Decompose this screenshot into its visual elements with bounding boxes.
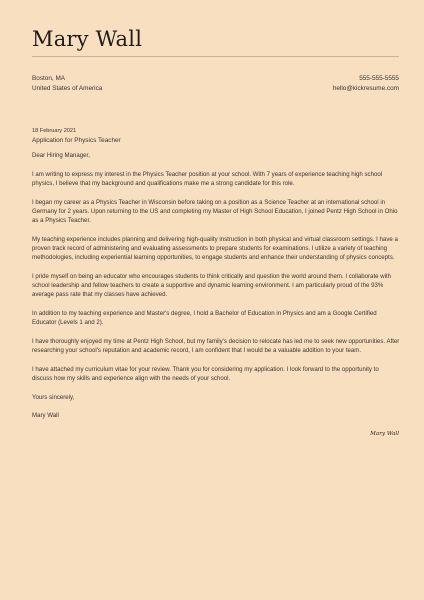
email-address: hello@kickresume.com — [332, 85, 399, 92]
applicant-name: Mary Wall — [32, 27, 143, 51]
letter-greeting: Dear Hiring Manager, — [32, 152, 90, 159]
letter-subject: Application for Physics Teacher — [32, 137, 121, 144]
address-block — [32, 74, 102, 94]
letter-paragraph: In addition to my teaching experience and Master's degree, I hold a Bachelor of Education in Physics and am a Google Certified Educator (Levels 1 and 2). — [32, 309, 377, 326]
signature-name: Mary Wall — [32, 412, 59, 420]
address-country: United States of America — [32, 85, 103, 92]
letter-paragraph: I have attached my curriculum vitae for your review. Thank you for considering my application. I look forward to the opportunity to discuss how my skills and experience align with the needs of your school. — [32, 365, 379, 382]
letter-paragraph: I pride myself on being an educator who encourages students to think critically and question the world around them. I collaborate with school leadership and fellow teachers to create a supportive and dynamic learning environment. I am particularly proud of the 93% average pass rate that my classes have achieved. — [32, 272, 392, 299]
address-city: Boston, MA — [32, 75, 66, 82]
letter-paragraph: I have thoroughly enjoyed my time at Pentz High School, but my family's decision to relocate has led me to seek new opportunities. After researching your school's reputation and academic record, I am confident that I would be a valuable addition to your team. — [32, 337, 400, 354]
letter-date: 18 February 2021 — [32, 128, 77, 134]
contact-block — [333, 74, 399, 94]
handwritten-signature: Mary Wall — [370, 431, 399, 437]
phone-number: 555-555-5555 — [359, 75, 399, 82]
letter-closing: Yours sincerely, — [32, 393, 75, 401]
letter-body — [32, 151, 400, 430]
letter-paragraph: My teaching experience includes planning and delivering high-quality instruction in both physical and virtual classroom settings. I have a proven track record of administering and evaluating assessments to prepare students for examinations. I utilize a variety of teaching methodologies, including experiential learning opportunities, to engage students and enhance their understanding of physics concepts. — [32, 235, 398, 262]
letter-paragraph: I began my career as a Physics Teacher in Wisconsin before taking on a position as a Science Teacher at an international school in Germany for 2 years. Upon returning to the US and completing my Master of High School Education, I joined Pentz High School in Ohio as a Physics Teacher. — [32, 198, 398, 224]
header-divider — [32, 56, 399, 57]
letter-paragraph: I am writing to express my interest in the Physics Teacher position at your school. With 7 years of experience teaching high school physics, I believe that my background and qualifications make me a strong candidate for this role. — [32, 170, 383, 187]
letter-meta — [32, 127, 121, 145]
